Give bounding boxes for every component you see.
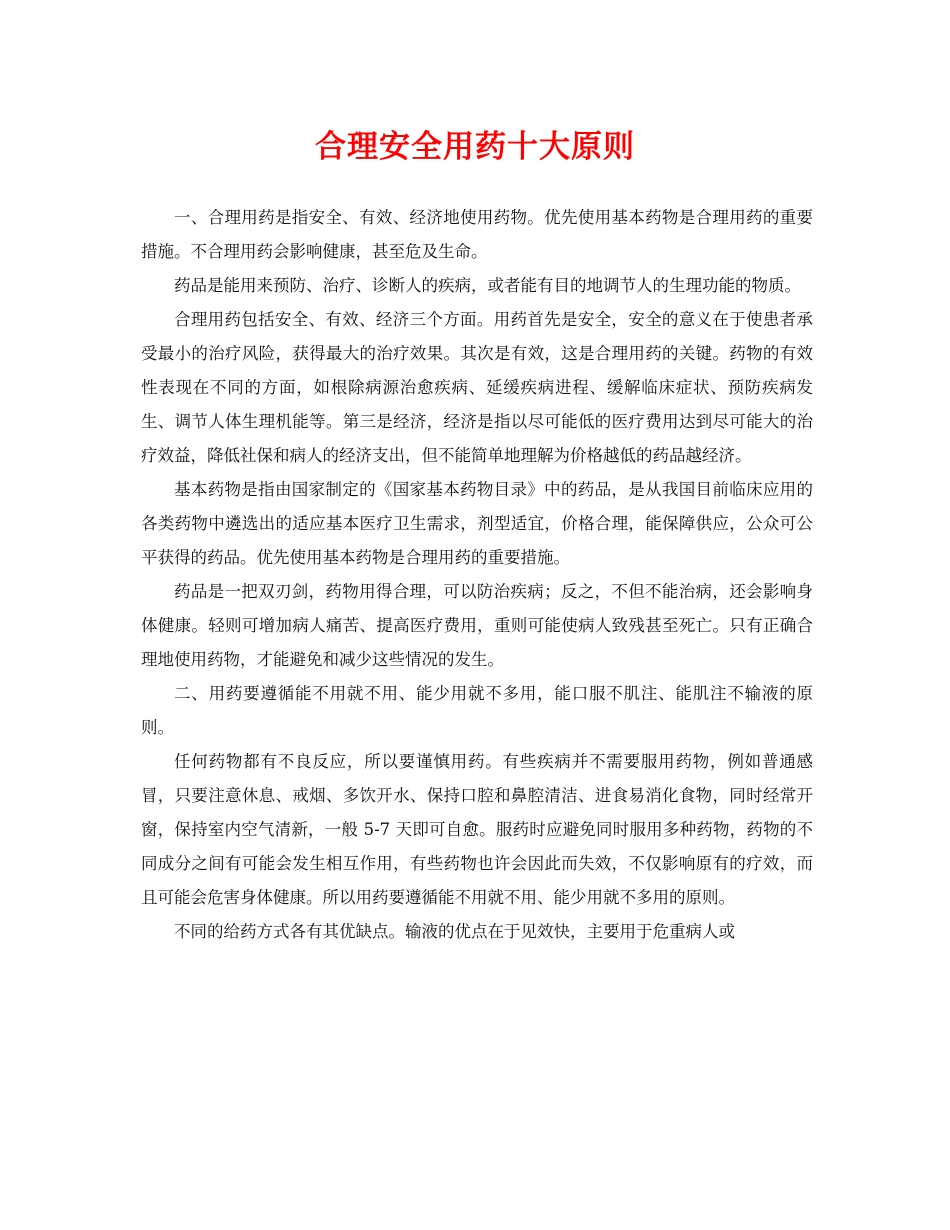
paragraph: 药品是一把双刃剑，药物用得合理，可以防治疾病；反之，不但不能治病，还会影响身体健康。轻则可增加病人痛苦、提高医疗费用，重则可能使病人致残甚至死亡。只有正确合理地使用药物，才能避免和减少这些情况的发生。 <box>141 582 813 669</box>
document-title: 合理安全用药十大原则 <box>315 129 635 165</box>
paragraph: 任何药物都有不良反应，所以要谨慎用药。有些疾病并不需要服用药物，例如普通感冒，只要注意休息、戒烟、多饮开水、保持口腔和鼻腔清洁、进食易消化食物，同时经常开窗，保持室内空气清新，一般 5-7 天即可自愈。服药时应避免同时服用多种药物，药物的不同成分之间有可能会发生相互作用，有些药物也许会因此而失效，不仅影响原有的疗效，而且可能会危害身体健康。所以用药要遵循能不用就不用、能少用就不多用的原则。 <box>141 752 813 907</box>
paragraph: 药品是能用来预防、治疗、诊断人的疾病，或者能有目的地调节人的生理功能的物质。 <box>174 276 801 295</box>
paragraph: 基本药物是指由国家制定的《国家基本药物目录》中的药品，是从我国目前临床应用的各类药物中遴选出的适应基本医疗卫生需求，剂型适宜，价格合理，能保障供应，公众可公平获得的药品。优先使用基本药物是合理用药的重要措施。 <box>141 480 813 567</box>
paragraph: 一、合理用药是指安全、有效、经济地使用药物。优先使用基本药物是合理用药的重要措施。不合理用药会影响健康，甚至危及生命。 <box>141 208 813 261</box>
paragraph: 不同的给药方式各有其优缺点。输液的优点在于见效快，主要用于危重病人或 <box>174 922 735 941</box>
document-body <box>141 201 813 949</box>
paragraph: 二、用药要遵循能不用就不用、能少用就不多用，能口服不肌注、能肌注不输液的原则。 <box>141 684 813 737</box>
paragraph: 合理用药包括安全、有效、经济三个方面。用药首先是安全，安全的意义在于使患者承受最小的治疗风险，获得最大的治疗效果。其次是有效，这是合理用药的关键。药物的有效性表现在不同的方面，如根除病源治愈疾病、延缓疾病进程、缓解临床症状、预防疾病发生、调节人体生理机能等。第三是经济，经济是指以尽可能低的医疗费用达到尽可能大的治疗效益，降低社保和病人的经济支出，但不能简单地理解为价格越低的药品越经济。 <box>141 310 813 465</box>
